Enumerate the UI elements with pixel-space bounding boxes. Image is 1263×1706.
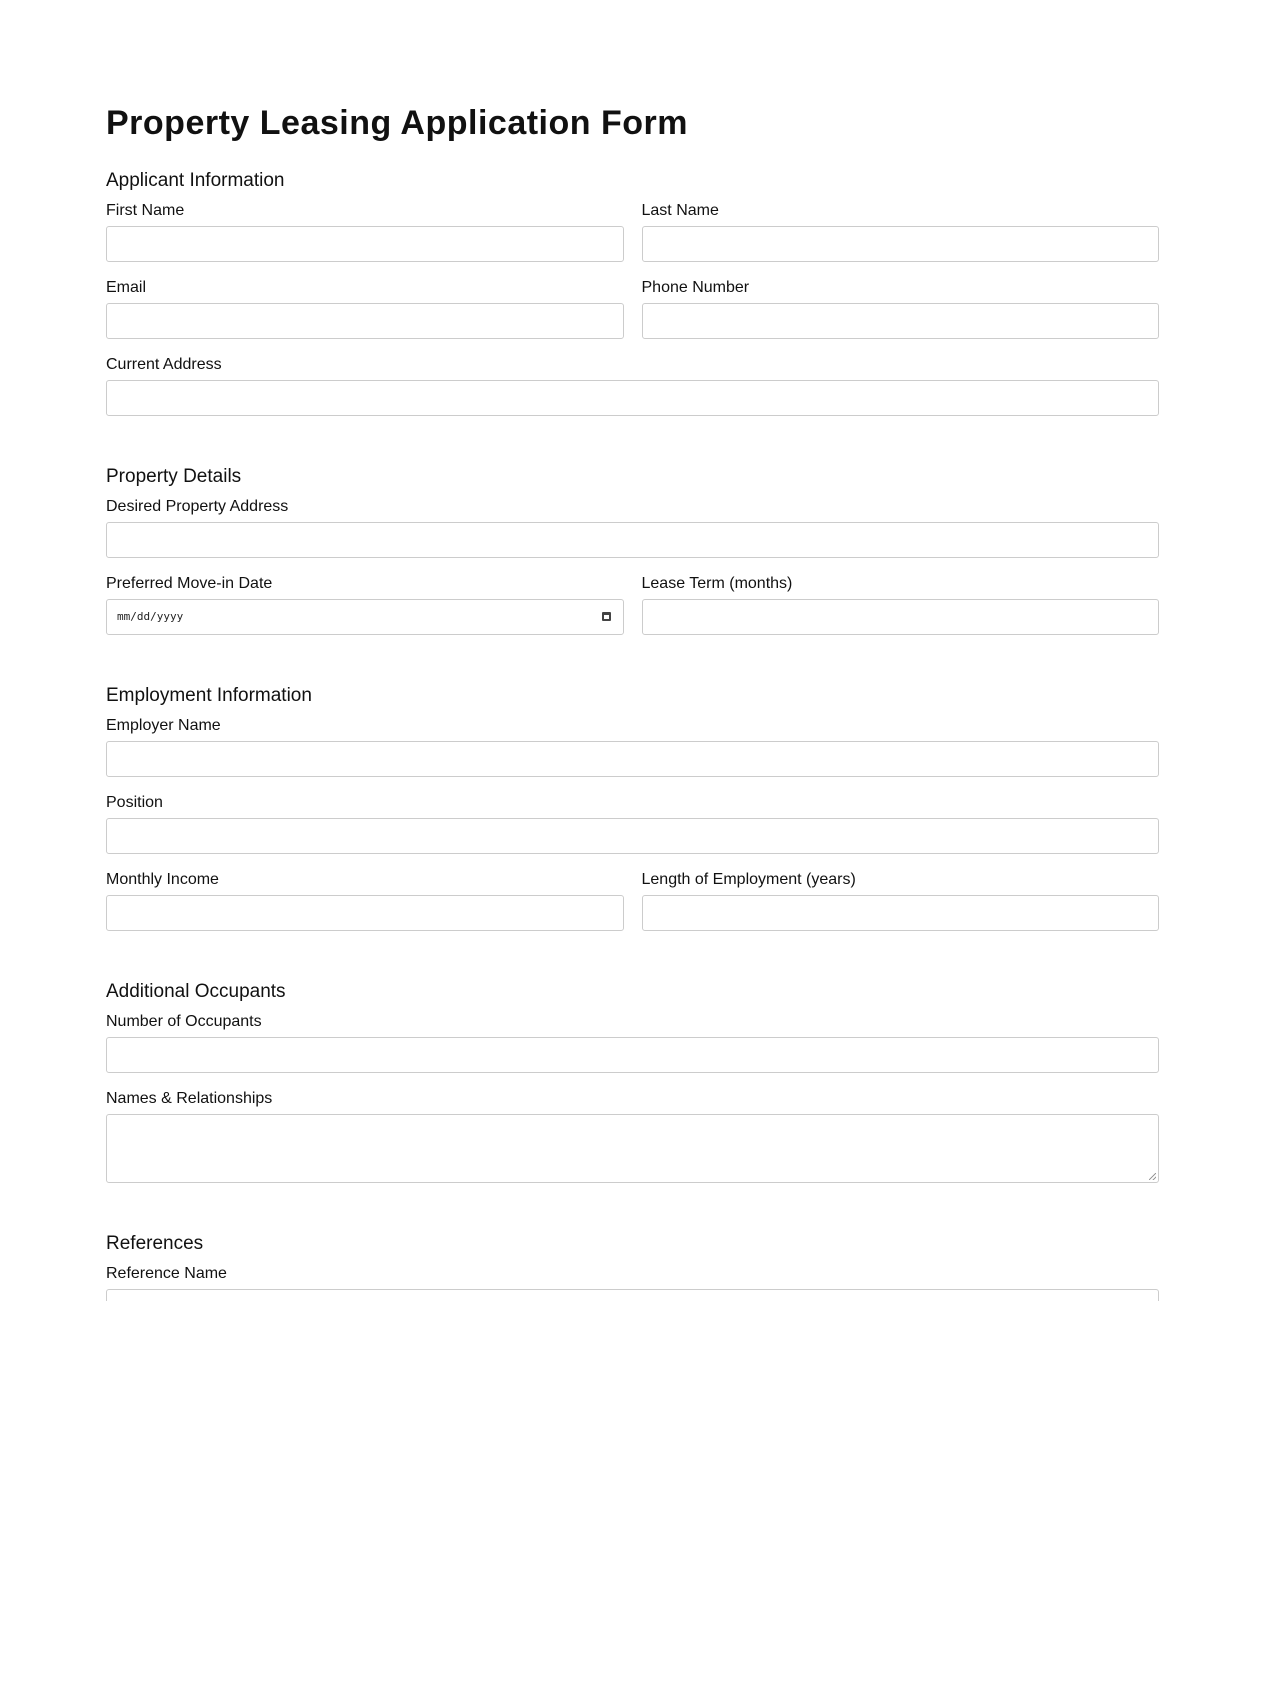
phone-input[interactable] — [642, 303, 1160, 339]
reference-name-input[interactable] — [106, 1289, 1159, 1301]
last-name-input[interactable] — [642, 226, 1160, 262]
occupants-number-label: Number of Occupants — [106, 1013, 262, 1030]
email-label: Email — [106, 279, 147, 296]
names-textarea[interactable] — [106, 1114, 1159, 1183]
reference-name-label: Reference Name — [106, 1265, 227, 1282]
names-label: Names & Relationships — [106, 1090, 273, 1107]
position-label: Position — [106, 794, 163, 811]
calendar-icon[interactable] — [602, 612, 611, 621]
employment-length-input[interactable] — [642, 895, 1160, 931]
first-name-label: First Name — [106, 202, 185, 219]
section-heading: References — [106, 1233, 204, 1254]
employer-input[interactable] — [106, 741, 1159, 777]
date-placeholder: mm/dd/yyyy — [117, 610, 184, 623]
income-label: Monthly Income — [106, 871, 219, 888]
section-heading: Applicant Information — [106, 170, 285, 191]
last-name-label: Last Name — [641, 202, 719, 219]
section-property — [106, 432, 1159, 651]
employer-label: Employer Name — [106, 717, 221, 734]
occupants-number-input[interactable] — [106, 1037, 1159, 1073]
lease-term-label: Lease Term (months) — [641, 575, 793, 592]
email-input[interactable] — [106, 303, 624, 339]
section-heading: Property Details — [106, 466, 242, 487]
lease-term-input[interactable] — [642, 599, 1160, 635]
section-occupants — [106, 947, 1159, 1183]
desired-address-label: Desired Property Address — [106, 498, 289, 515]
section-references — [106, 1199, 1159, 1301]
employment-length-label: Length of Employment (years) — [641, 871, 856, 888]
income-input[interactable] — [106, 895, 624, 931]
desired-address-input[interactable] — [106, 522, 1159, 558]
current-address-input[interactable] — [106, 380, 1159, 416]
current-address-label: Current Address — [106, 356, 222, 373]
move-in-date-input[interactable] — [106, 599, 624, 635]
section-employment — [106, 651, 1159, 947]
phone-label: Phone Number — [641, 279, 750, 296]
page-title: Property Leasing Application Form — [106, 104, 688, 142]
move-in-label: Preferred Move-in Date — [106, 575, 273, 592]
position-input[interactable] — [106, 818, 1159, 854]
resize-handle-icon[interactable] — [1149, 1173, 1156, 1180]
first-name-input[interactable] — [106, 226, 624, 262]
section-heading: Additional Occupants — [106, 981, 286, 1002]
form — [106, 104, 1159, 1301]
section-applicant — [106, 170, 1159, 416]
section-heading: Employment Information — [106, 685, 312, 706]
